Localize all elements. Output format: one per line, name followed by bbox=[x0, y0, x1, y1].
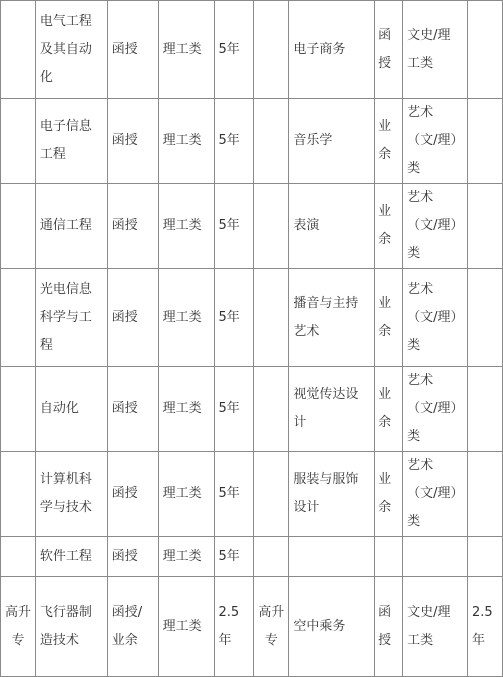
level-cell-empty bbox=[254, 184, 289, 269]
major-cell: 软件工程 bbox=[35, 537, 107, 577]
level-cell-empty bbox=[1, 269, 36, 367]
study-mode-cell: 函授/业余 bbox=[107, 577, 158, 677]
study-mode-cell: 函授 bbox=[107, 184, 158, 269]
category-cell: 艺术（文/理）类 bbox=[403, 99, 468, 184]
duration-cell: 2.5年 bbox=[214, 577, 254, 677]
duration-cell bbox=[468, 269, 503, 367]
major-cell: 计算机科学与技术 bbox=[35, 452, 107, 537]
major-cell: 播音与主持艺术 bbox=[289, 269, 375, 367]
major-cell: 视觉传达设计 bbox=[289, 367, 375, 452]
duration-cell: 5年 bbox=[214, 367, 254, 452]
major-cell: 光电信息科学与工程 bbox=[35, 269, 107, 367]
major-cell: 自动化 bbox=[35, 367, 107, 452]
duration-cell bbox=[468, 537, 503, 577]
duration-cell: 5年 bbox=[214, 184, 254, 269]
education-level-cell: 高升专 bbox=[1, 577, 36, 677]
table-row bbox=[1, 452, 503, 537]
category-cell: 理工类 bbox=[158, 99, 214, 184]
major-cell: 表演 bbox=[289, 184, 375, 269]
table-row bbox=[1, 367, 503, 452]
level-cell-empty bbox=[254, 99, 289, 184]
category-cell: 理工类 bbox=[158, 1, 214, 99]
level-cell-empty bbox=[254, 269, 289, 367]
table-row bbox=[1, 1, 503, 99]
level-cell-empty bbox=[254, 367, 289, 452]
category-cell: 文史/理工类 bbox=[403, 577, 468, 677]
category-cell: 艺术（文/理）类 bbox=[403, 269, 468, 367]
category-cell: 理工类 bbox=[158, 537, 214, 577]
category-cell: 理工类 bbox=[158, 367, 214, 452]
major-cell: 电子商务 bbox=[289, 1, 375, 99]
study-mode-cell bbox=[375, 537, 403, 577]
study-mode-cell: 函授 bbox=[107, 367, 158, 452]
study-mode-cell: 函授 bbox=[107, 99, 158, 184]
study-mode-cell: 函授 bbox=[375, 577, 403, 677]
major-cell: 飞行器制造技术 bbox=[35, 577, 107, 677]
duration-cell bbox=[468, 1, 503, 99]
category-cell: 艺术（文/理）类 bbox=[403, 452, 468, 537]
category-cell: 文史/理工类 bbox=[403, 1, 468, 99]
duration-cell: 5年 bbox=[214, 269, 254, 367]
level-cell-empty bbox=[254, 1, 289, 99]
level-cell-empty bbox=[254, 452, 289, 537]
study-mode-cell: 业余 bbox=[375, 269, 403, 367]
duration-cell: 5年 bbox=[214, 537, 254, 577]
duration-cell bbox=[468, 452, 503, 537]
study-mode-cell: 函授 bbox=[107, 537, 158, 577]
major-cell: 电气工程及其自动化 bbox=[35, 1, 107, 99]
duration-cell: 2.5年 bbox=[468, 577, 503, 677]
duration-cell bbox=[468, 184, 503, 269]
major-cell: 空中乘务 bbox=[289, 577, 375, 677]
table-row bbox=[1, 184, 503, 269]
duration-cell: 5年 bbox=[214, 99, 254, 184]
study-mode-cell: 业余 bbox=[375, 99, 403, 184]
duration-cell: 5年 bbox=[214, 1, 254, 99]
study-mode-cell: 函授 bbox=[107, 452, 158, 537]
table-row bbox=[1, 537, 503, 577]
level-cell-empty bbox=[1, 537, 36, 577]
category-cell: 艺术（文/理）类 bbox=[403, 184, 468, 269]
category-cell: 理工类 bbox=[158, 577, 214, 677]
category-cell bbox=[403, 537, 468, 577]
level-cell-empty bbox=[1, 367, 36, 452]
category-cell: 理工类 bbox=[158, 184, 214, 269]
duration-cell bbox=[468, 99, 503, 184]
major-cell: 通信工程 bbox=[35, 184, 107, 269]
level-cell-empty bbox=[1, 99, 36, 184]
duration-cell: 5年 bbox=[214, 452, 254, 537]
category-cell: 艺术（文/理）类 bbox=[403, 367, 468, 452]
education-level-cell: 高升专 bbox=[254, 577, 289, 677]
table-row bbox=[1, 99, 503, 184]
table-row bbox=[1, 577, 503, 677]
major-cell bbox=[289, 537, 375, 577]
level-cell-empty bbox=[1, 452, 36, 537]
study-mode-cell: 函授 bbox=[107, 1, 158, 99]
category-cell: 理工类 bbox=[158, 269, 214, 367]
study-mode-cell: 函授 bbox=[107, 269, 158, 367]
table-row bbox=[1, 269, 503, 367]
study-mode-cell: 业余 bbox=[375, 367, 403, 452]
study-mode-cell: 业余 bbox=[375, 184, 403, 269]
duration-cell bbox=[468, 367, 503, 452]
major-cell: 服装与服饰设计 bbox=[289, 452, 375, 537]
category-cell: 理工类 bbox=[158, 452, 214, 537]
level-cell-empty bbox=[1, 184, 36, 269]
major-cell: 音乐学 bbox=[289, 99, 375, 184]
study-mode-cell: 业余 bbox=[375, 452, 403, 537]
major-cell: 电子信息工程 bbox=[35, 99, 107, 184]
level-cell-empty bbox=[1, 1, 36, 99]
study-mode-cell: 函授 bbox=[375, 1, 403, 99]
level-cell-empty bbox=[254, 537, 289, 577]
